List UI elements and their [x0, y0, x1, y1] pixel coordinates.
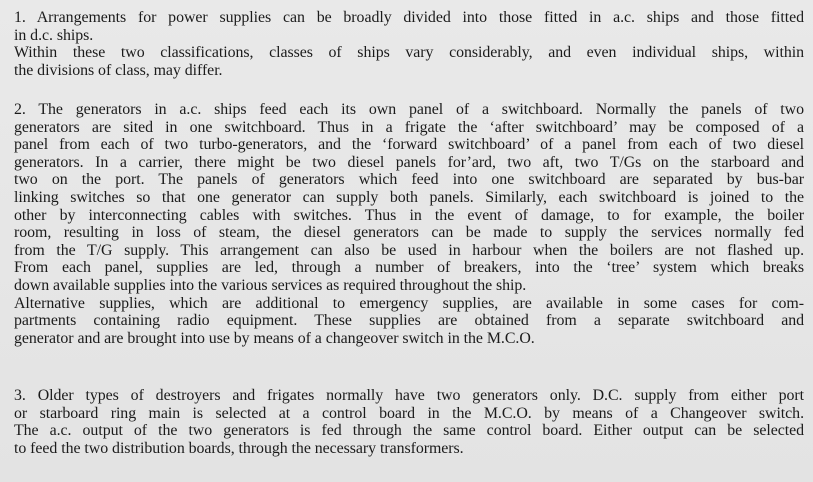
text-line: in d.c. ships. [14, 26, 94, 44]
text-line: partments containing radio equipment. These supplies are obtained from a separate switchboard and [14, 312, 804, 330]
paragraph-1 [14, 9, 804, 79]
text-line: 1. Arrangements for power supplies can be broadly divided into those fitted in a.c. ships and those fitted [14, 9, 804, 26]
paragraph-2 [14, 101, 804, 347]
text-line: 3. Older types of destroyers and frigates normally have two generators only. D.C. supply from either port [14, 387, 804, 404]
text-line: Within these two classifications, classes of ships vary considerably, and even individual ships, within [14, 44, 804, 62]
text-line: down available supplies into the various services as required throughout the ship. [14, 276, 527, 294]
text-line: from the T/G supply. This arrangement can also be used in harbour when the boilers are not flashed up. [14, 241, 804, 259]
text-line: linking switches so that one generator can supply both panels. Similarly, each switchboard is joined to the [14, 188, 804, 206]
text-line: the divisions of class, may differ. [14, 61, 223, 79]
text-line: The a.c. output of the two generators is fed through the same control board. Either output can be selected [14, 422, 804, 440]
text-line: room, resulting in loss of steam, the diesel generators can be made to supply the services normally fed [14, 224, 804, 242]
text-line: two on the port. The panels of generators which feed into one switchboard are separated by bus-bar [14, 171, 804, 189]
text-line: panel from each of two turbo-generators, and the ‘forward switchboard’ of a panel from each of two diesel [14, 136, 804, 154]
text-line: From each panel, supplies are led, through a number of breakers, into the ‘tree’ system which breaks [14, 259, 804, 277]
paragraph-3 [14, 387, 804, 457]
text-line: generators. In a carrier, there might be two diesel panels for’ard, two aft, two T/Gs on the starboard and [14, 153, 804, 171]
text-line: 2. The generators in a.c. ships feed each its own panel of a switchboard. Normally the panels of two [14, 101, 804, 118]
text-line: Alternative supplies, which are additional to emergency supplies, are available in some cases for com- [14, 294, 804, 312]
text-line: or starboard ring main is selected at a control board in the M.C.O. by means of a Changeover switch. [14, 404, 804, 422]
text-line: generator and are brought into use by means of a changeover switch in the M.C.O. [14, 329, 535, 347]
text-line: to feed the two distribution boards, through the necessary transformers. [14, 439, 464, 457]
text-line: generators are sited in one switchboard. Thus in a frigate the ‘after switchboard’ may be composed of a [14, 118, 804, 136]
text-line: other by interconnecting cables with switches. Thus in the event of damage, to for example, the boiler [14, 206, 804, 224]
